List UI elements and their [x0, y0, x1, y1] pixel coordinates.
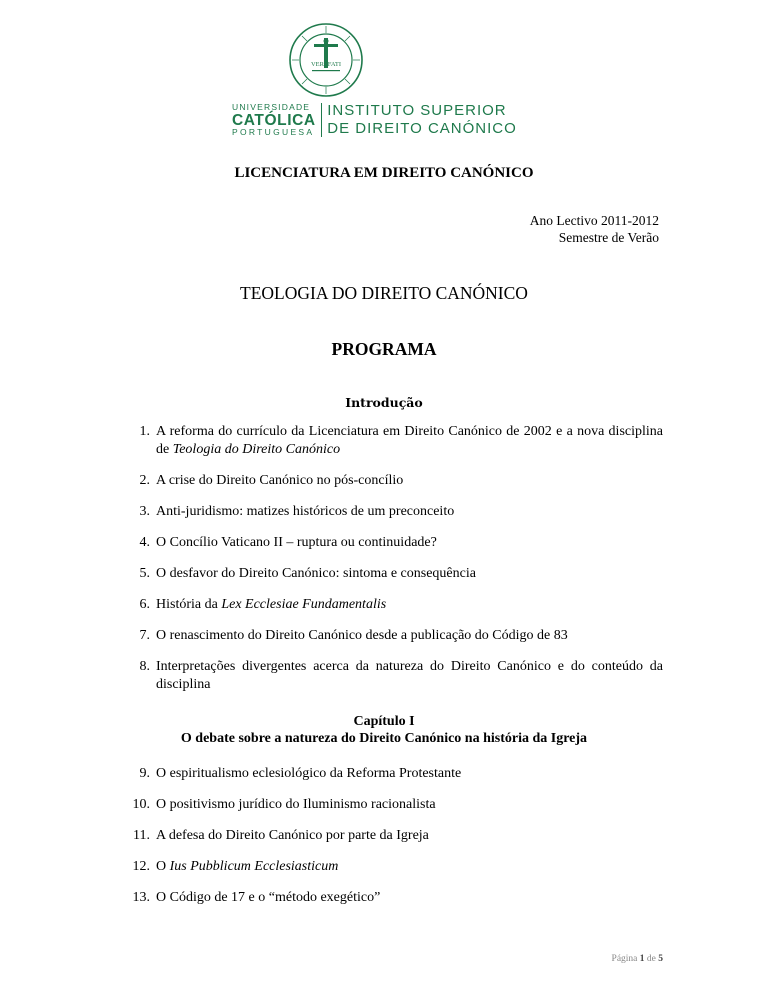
program-label: PROGRAMA: [331, 339, 437, 359]
item-text: A reforma do currículo da Licenciatura em Direito Canónico de 2002 e a nova disciplina de: [156, 424, 663, 457]
item-text-italic: Lex Ecclesiae Fundamentalis: [221, 597, 387, 612]
university-seal-logo: [288, 22, 364, 98]
chapter-1-heading: [0, 713, 768, 747]
university-line-3: PORTUGUESA: [232, 127, 315, 137]
chapter-1-list: [116, 765, 663, 907]
introduction-heading: Introdução: [345, 395, 423, 410]
course-title: TEOLOGIA DO DIREITO CANÓNICO: [240, 283, 528, 303]
item-text: A crise do Direito Canónico no pós-concílio: [156, 473, 404, 488]
item-number: 1.: [139, 424, 150, 439]
chapter-label: Capítulo I: [353, 714, 415, 729]
item-number: 11.: [133, 828, 150, 843]
item-text: Interpretações divergentes acerca da natureza do Direito Canónico e do conteúdo da disciplina: [156, 659, 663, 692]
institute-name: [322, 103, 517, 137]
item-text: História da: [156, 597, 222, 612]
institute-line-1: INSTITUTO SUPERIOR: [327, 102, 507, 119]
university-line-2: CATÓLICA: [232, 111, 316, 129]
university-name: [232, 103, 321, 137]
institution-logo: [232, 103, 517, 137]
list-item: [116, 858, 663, 876]
item-text: Anti-juridismo: matizes históricos de um preconceito: [156, 504, 455, 519]
item-number: 12.: [132, 859, 150, 874]
item-text: O renascimento do Direito Canónico desde a publicação do Código de 83: [156, 628, 568, 643]
item-number: 6.: [139, 597, 150, 612]
seal-motto: VERI FATI: [310, 61, 342, 68]
item-text: O desfavor do Direito Canónico: sintoma e consequência: [156, 566, 476, 581]
item-number: 7.: [139, 628, 150, 643]
item-number: 5.: [139, 566, 150, 581]
university-line-1: UNIVERSIDADE: [232, 102, 311, 112]
of-word: de: [646, 954, 656, 964]
item-number: 2.: [139, 473, 150, 488]
list-item: [116, 472, 663, 490]
item-text-italic: Teologia do Direito Canónico: [172, 442, 341, 457]
item-text-italic: Ius Pubblicum Ecclesiasticum: [169, 859, 339, 874]
list-item: [116, 565, 663, 583]
academic-period: [530, 212, 659, 246]
item-text: O Concílio Vaticano II – ruptura ou continuidade?: [156, 535, 437, 550]
item-text: O positivismo jurídico do Iluminismo racionalista: [156, 797, 436, 812]
page-current: 1: [639, 954, 645, 964]
page-word: Página: [611, 954, 638, 964]
page-number: [612, 954, 663, 964]
item-text: A defesa do Direito Canónico por parte da Igreja: [156, 828, 429, 843]
item-number: 8.: [139, 659, 150, 674]
list-item: [116, 627, 663, 645]
list-item: [116, 423, 663, 459]
item-text: O: [156, 859, 170, 874]
list-item: [116, 503, 663, 521]
item-number: 4.: [139, 535, 150, 550]
list-item: [116, 765, 663, 783]
list-item: [116, 796, 663, 814]
page-total: 5: [658, 954, 663, 964]
degree-title: LICENCIATURA EM DIREITO CANÓNICO: [234, 165, 534, 181]
semester: Semestre de Verão: [558, 230, 659, 245]
item-number: 3.: [139, 504, 150, 519]
list-item: [116, 827, 663, 845]
item-number: 13.: [132, 890, 150, 905]
item-text: O espiritualismo eclesiológico da Reforma Protestante: [156, 766, 462, 781]
item-number: 9.: [139, 766, 150, 781]
list-item: [116, 658, 663, 694]
institute-line-2: DE DIREITO CANÓNICO: [327, 120, 517, 137]
academic-year: Ano Lectivo 2011-2012: [529, 213, 659, 228]
list-item: [116, 596, 663, 614]
list-item: [116, 889, 663, 907]
list-item: [116, 534, 663, 552]
item-number: 10.: [132, 797, 150, 812]
introduction-list: [116, 423, 663, 694]
chapter-title: O debate sobre a natureza do Direito Canónico na história da Igreja: [180, 731, 588, 746]
item-text: O Código de 17 e o “método exegético”: [156, 890, 381, 905]
